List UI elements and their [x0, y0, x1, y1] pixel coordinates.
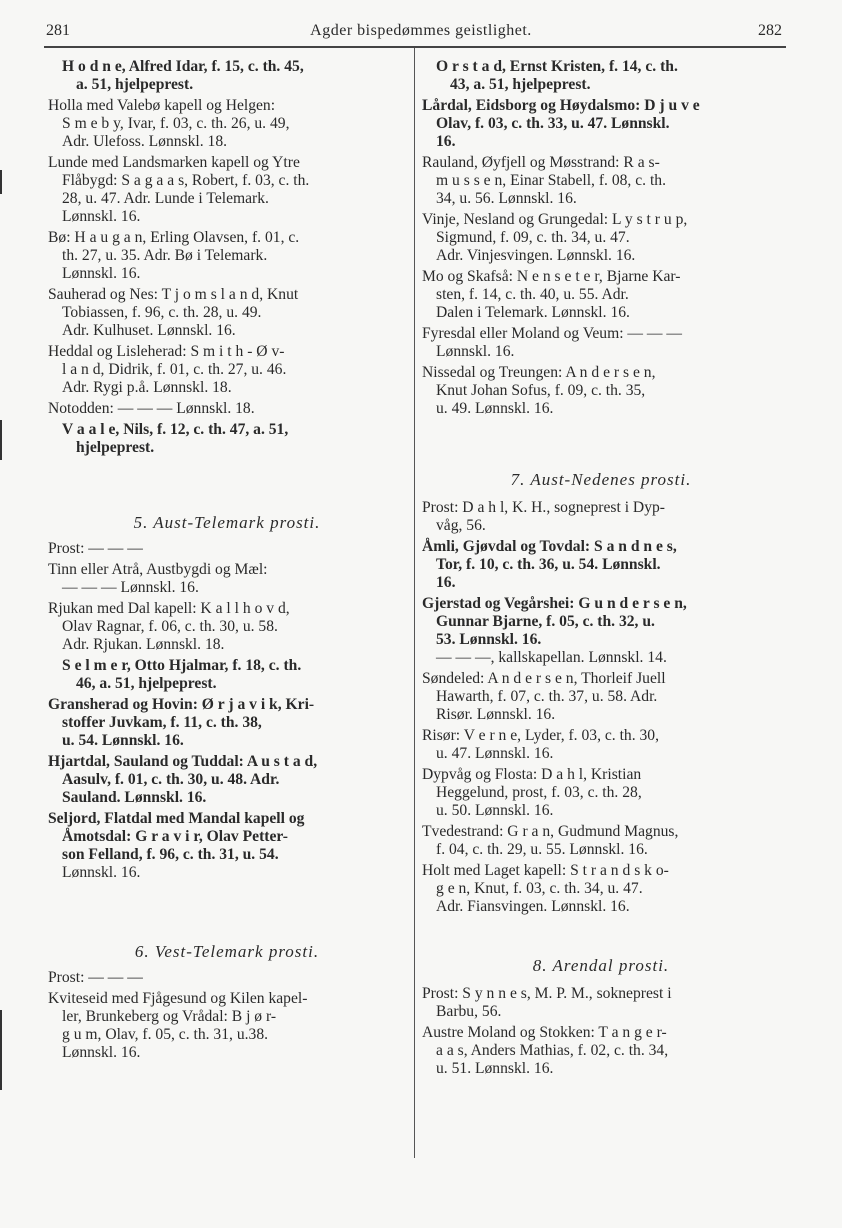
- scan-edge-mark: [0, 1010, 2, 1090]
- left-column: [48, 58, 406, 1065]
- page-title: Agder bispedømmes geistlighet.: [310, 22, 532, 39]
- entry: O r s t a d, Ernst Kristen, f. 14, c. th. 43, a. 51, hjelpeprest.: [436, 58, 678, 93]
- prost-line: Prost: — — —: [48, 540, 143, 557]
- page-number-left: 281: [46, 22, 70, 39]
- section-title: 8. Arendal prosti.: [532, 956, 670, 975]
- page-header: [0, 0, 842, 50]
- prost-line: Prost: D a h l, K. H., sogneprest i Dyp- våg, 56.: [422, 499, 665, 534]
- section-title: 7. Aust-Nedenes prosti.: [510, 470, 692, 489]
- header-rule: [44, 46, 786, 48]
- entry: Fyresdal eller Moland og Veum: — — — Lønnskl. 16.: [422, 325, 683, 360]
- entry: Risør: V e r n e, Lyder, f. 03, c. th. 30, u. 47. Lønnskl. 16.: [422, 727, 660, 762]
- section-title: 5. Aust-Telemark prosti.: [133, 513, 321, 532]
- entry: Notodden: — — — Lønnskl. 18.: [48, 400, 255, 417]
- entry: Holt med Laget kapell: S t r a n d s k o- g e n, Knut, f. 03, c. th. 34, u. 47. Adr. Fiansvingen. Lønnskl. 16.: [422, 862, 669, 915]
- entry: Gjerstad og Vegårshei: G u n d e r s e n, Gunnar Bjarne, f. 05, c. th. 32, u. 53. Lønnskl. 16. — — —, kallskapellan. Lønnskl. 14.: [422, 595, 687, 666]
- entry: Åmli, Gjøvdal og Tovdal: S a n d n e s, Tor, f. 10, c. th. 36, u. 54. Lønnskl. 16.: [422, 538, 677, 591]
- entry: Nissedal og Treungen: A n d e r s e n, Knut Johan Sofus, f. 09, c. th. 35, u. 49. Lønnskl. 16.: [422, 364, 656, 417]
- entry: Lårdal, Eidsborg og Høydalsmo: D j u v e Olav, f. 03, c. th. 33, u. 47. Lønnskl. 16.: [422, 97, 700, 150]
- prost-line: Prost: S y n n e s, M. P. M., sokneprest i Barbu, 56.: [422, 985, 672, 1020]
- entry: Kviteseid med Fjågesund og Kilen kapel- ler, Brunkeberg og Vrådal: B j ø r- g u m, Olav, f. 05, c. th. 31, u.38. Lønnskl. 16.: [48, 990, 308, 1061]
- entry: Holla med Valebø kapell og Helgen: S m e b y, Ivar, f. 03, c. th. 26, u. 49, Adr. Ulefoss. Lønnskl. 18.: [48, 97, 290, 150]
- entry: Rauland, Øyfjell og Møsstrand: R a s- m u s s e n, Einar Stabell, f. 08, c. th. 34, u. 56. Lønnskl. 16.: [422, 154, 666, 207]
- page-number-right: 282: [758, 22, 782, 39]
- section-title: 6. Vest-Telemark prosti.: [134, 942, 320, 961]
- scan-edge-mark: [0, 420, 2, 460]
- scan-edge-mark: [0, 170, 2, 194]
- entry: Mo og Skafså: N e n s e t e r, Bjarne Kar- sten, f. 14, c. th. 40, u. 55. Adr. Dalen i Telemark. Lønnskl. 16.: [422, 268, 681, 321]
- entry: Seljord, Flatdal med Mandal kapell og Åmotsdal: G r a v i r, Olav Petter- son Felland, f. 96, c. th. 31, u. 54. Lønnskl. 16.: [48, 810, 305, 881]
- entry: Tinn eller Atrå, Austbygdi og Mæl: — — — Lønnskl. 16.: [48, 561, 268, 596]
- entry: Bø: H a u g a n, Erling Olavsen, f. 01, c. th. 27, u. 35. Adr. Bø i Telemark. Lønnskl. 16.: [48, 229, 300, 282]
- entry: Lunde med Landsmarken kapell og Ytre Flåbygd: S a g a a s, Robert, f. 03, c. th. 28, u. 47. Adr. Lunde i Telemark. Lønnskl. 16.: [48, 154, 310, 225]
- entry: Søndeled: A n d e r s e n, Thorleif Juell Hawarth, f. 07, c. th. 37, u. 58. Adr. Risør. Lønnskl. 16.: [422, 670, 666, 723]
- entry: Gransherad og Hovin: Ø r j a v i k, Kri- stoffer Juvkam, f. 11, c. th. 38, u. 54. Lønnskl. 16.: [48, 696, 315, 749]
- entry: Tvedestrand: G r a n, Gudmund Magnus, f. 04, c. th. 29, u. 55. Lønnskl. 16.: [422, 823, 679, 858]
- entry: Dypvåg og Flosta: D a h l, Kristian Heggelund, prost, f. 03, c. th. 28, u. 50. Lønnskl. 16.: [422, 766, 642, 819]
- entry: Hjartdal, Sauland og Tuddal: A u s t a d, Aasulv, f. 01, c. th. 30, u. 48. Adr. Sauland. Lønnskl. 16.: [48, 753, 318, 806]
- entry: V a a l e, Nils, f. 12, c. th. 47, a. 51, hjelpeprest.: [62, 421, 289, 456]
- entry: Vinje, Nesland og Grungedal: L y s t r u p, Sigmund, f. 09, c. th. 34, u. 47. Adr. Vinjesvingen. Lønnskl. 16.: [422, 211, 688, 264]
- entry: Sauherad og Nes: T j o m s l a n d, Knut Tobiassen, f. 96, c. th. 28, u. 49. Adr. Kulhuset. Lønnskl. 16.: [48, 286, 299, 339]
- right-column: [422, 58, 780, 1081]
- entry: Austre Moland og Stokken: T a n g e r- a a s, Anders Mathias, f. 02, c. th. 34, u. 51. Lønnskl. 16.: [422, 1024, 669, 1077]
- entry: Heddal og Lisleherad: S m i t h - Ø v- l a n d, Didrik, f. 01, c. th. 27, u. 46. Adr. Rygi p.å. Lønnskl. 18.: [48, 343, 287, 396]
- prost-line: Prost: — — —: [48, 969, 143, 986]
- entry: S e l m e r, Otto Hjalmar, f. 18, c. th. 46, a. 51, hjelpeprest.: [62, 657, 302, 692]
- column-divider: [414, 48, 415, 1158]
- entry: H o d n e, Alfred Idar, f. 15, c. th. 45, a. 51, hjelpeprest.: [62, 58, 304, 93]
- entry: Rjukan med Dal kapell: K a l l h o v d, Olav Ragnar, f. 06, c. th. 30, u. 58. Adr. Rjukan. Lønnskl. 18.: [48, 600, 290, 653]
